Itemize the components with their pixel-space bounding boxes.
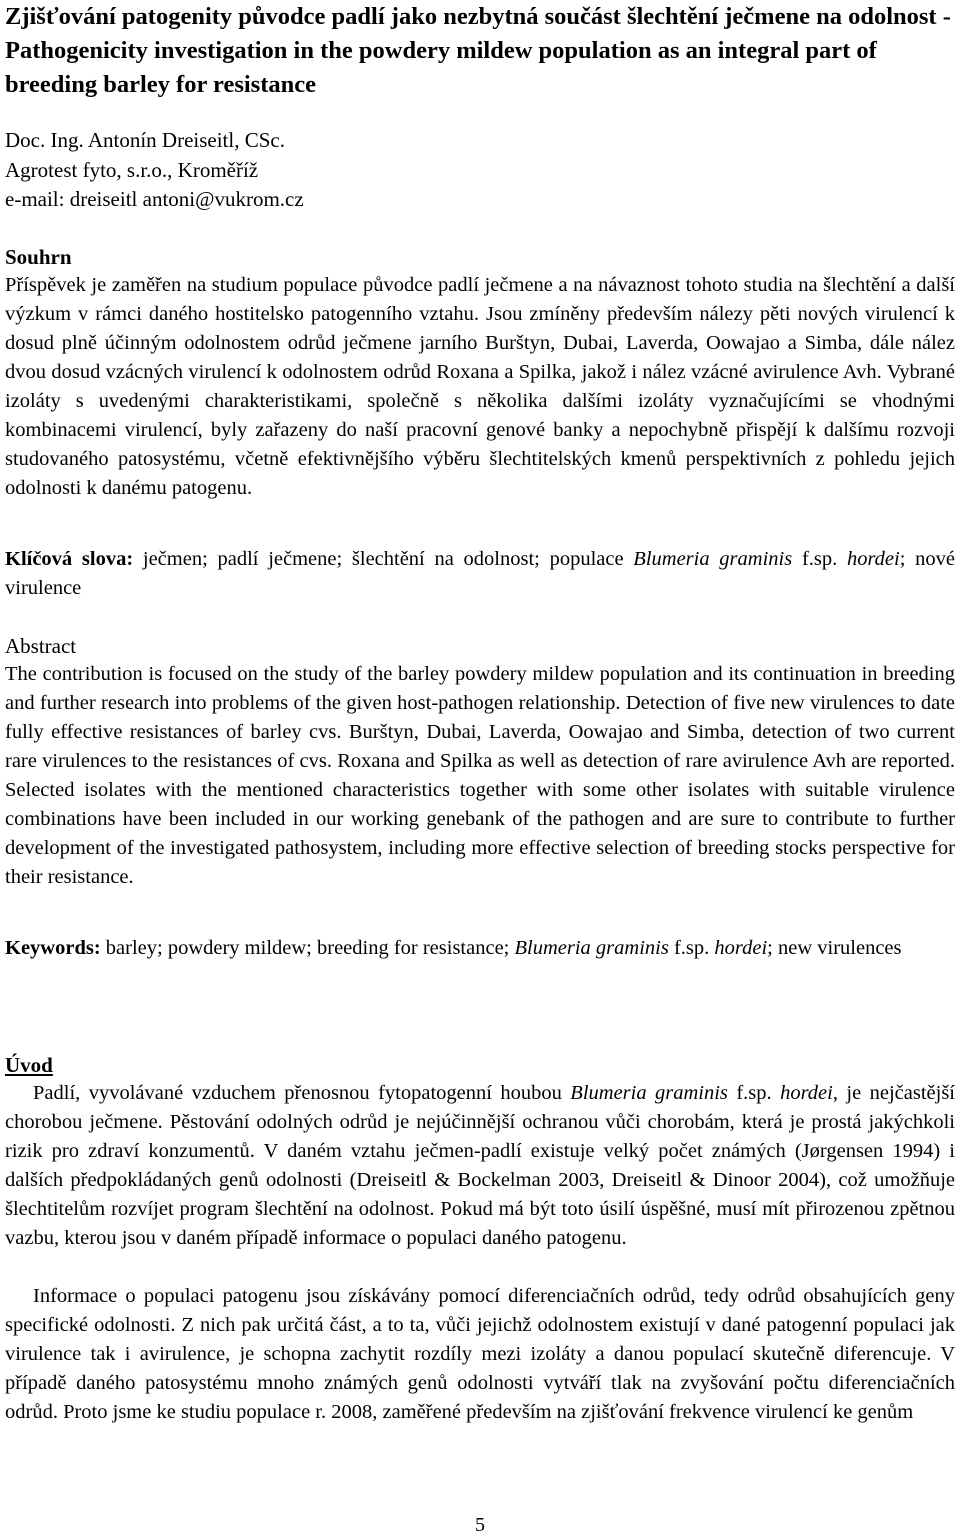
uvod-paragraph-2: Informace o populaci patogenu jsou získávány pomocí diferenciačních odrůd, tedy odrůd obsahujících geny specifické odolnosti. Z nich pak určitá část, a to ta, vůči jejichž odolnostem existují v dané patogenní populaci jak virulence tak i avirulence, je schopna zachytit rozdíly mezi izoláty a danou populací skutečně diferencuje. V případě daného patosystému mnoho známých genů odolnosti vytváří tlak na zvyšování počtu diferenciačních odrůd. Proto jsme ke studiu populace r. 2008, zaměřené především na zjišťování frekvence virulencí ke genům	[5, 1285, 955, 1423]
abstract-heading: Abstract	[5, 634, 77, 658]
klicova-slova-text: ječmen; padlí ječmene; šlechtění na odolnost; populace	[133, 548, 634, 570]
keywords	[5, 934, 955, 963]
keywords-label: Keywords:	[5, 937, 101, 959]
klicova-slova-species: Blumeria graminis	[633, 548, 793, 570]
klicova-slova-fsp: f.sp.	[792, 548, 847, 570]
uvod-p1-start: Padlí, vyvolávané vzduchem přenosnou fytopatogenní houbou	[33, 1082, 571, 1104]
abstract-text: The contribution is focused on the study of the barley powdery mildew population and its continuation in breeding and further research into problems of the given host-pathogen relationship. Detection of five new virulences to date fully effective resistances of barley cvs. Burštyn, Dubai, Laverda, Oowajao and Simba, detection of two current rare virulences to the resistances of cvs. Roxana and Spilka as well as detection of rare avirulence Avh are reported. Selected isolates with the mentioned characteristics together with some other isolates with suitable virulence combinations have been included in our working genebank of the pathogen and are sure to contribute to further development of the investigated pathosystem, including more effective selection of breeding stocks perspective for their resistance.	[5, 663, 955, 888]
keywords-forma: hordei	[714, 937, 768, 959]
email-prefix: e-mail: dreiseitl	[5, 187, 143, 211]
author-name: Doc. Ing. Antonín Dreiseitl, CSc.	[5, 128, 285, 152]
author-email	[5, 185, 304, 213]
uvod-p1-fsp: f.sp.	[727, 1082, 781, 1104]
page-number: 5	[475, 1514, 485, 1536]
author-institution: Agrotest fyto, s.r.o., Kroměříž	[5, 158, 259, 182]
uvod-heading: Úvod	[5, 1053, 53, 1077]
keywords-text: barley; powdery mildew; breeding for resistance;	[100, 937, 515, 959]
paper-title: Zjišťování patogenity původce padlí jako nezbytná součást šlechtění ječmene na odolnost - Pathogenicity investigation in the powdery mildew population as an integral part of breeding barley for resistance	[5, 3, 951, 98]
uvod-paragraph-1	[5, 1079, 955, 1253]
klicova-slova	[5, 545, 955, 603]
keywords-species: Blumeria graminis	[514, 937, 669, 959]
souhrn-text: Příspěvek je zaměřen na studium populace původce padlí ječmene a na návaznost tohoto studia na šlechtění a další výzkum v rámci daného hostitelsko patogenního vztahu. Jsou zmíněny především nálezy pěti nových virulencí k dosud plně účinným odolnostem odrůd ječmene jarního Burštyn, Dubai, Laverda, Oowajao a Simba, dále nález dvou dosud vzácných virulencí k odolnostem odrůd Roxana a Spilka, jakož i nález vzácné avirulence Avh. Vybrané izoláty s uvedenými charakteristikami, společně s několika dalšími izoláty vyznačujícími se vhodnými kombinacemi virulencí, byly zařazeny do naší pracovní genové banky a nepochybně přispějí k dalšímu rozvoji studovaného patosystému, včetně efektivnějšího výběru šlechtitelských kmenů perspektivních z pohledu jejich odolnosti k danému patogenu.	[5, 274, 955, 499]
klicova-slova-label: Klíčová slova:	[5, 548, 134, 570]
uvod-p1-rest: , je nejčastější chorobou ječmene. Pěstování odolných odrůd je nejúčinnější ochranou vůči chorobám, která je prostá jakýchkoli rizik pro zdraví konzumentů. V daném vztahu ječmen-padlí existuje velký počet známých (Jørgensen 1994) i dalších předpokládaných genů odolnosti (Dreiseitl & Bockelman 2003, Dreiseitl & Dinoor 2004), což umožňuje šlechtitelům rozvíjet program šlechtění na odolnost. Pokud má být toto úsilí úspěšné, musí mít přirozenou zpětnou vazbu, kterou jsou v daném případě informace o populaci daného patogenu.	[5, 1082, 955, 1249]
keywords-fsp: f.sp.	[668, 937, 715, 959]
klicova-slova-end: ; nové virulence	[5, 548, 955, 599]
souhrn-heading: Souhrn	[5, 245, 72, 269]
email-link[interactable]: antoni@vukrom.cz	[142, 187, 304, 211]
keywords-end: ; new virulences	[767, 937, 902, 959]
uvod-p1-species: Blumeria graminis	[570, 1082, 728, 1104]
klicova-slova-forma: hordei	[846, 548, 900, 570]
uvod-p1-forma: hordei	[780, 1082, 833, 1104]
